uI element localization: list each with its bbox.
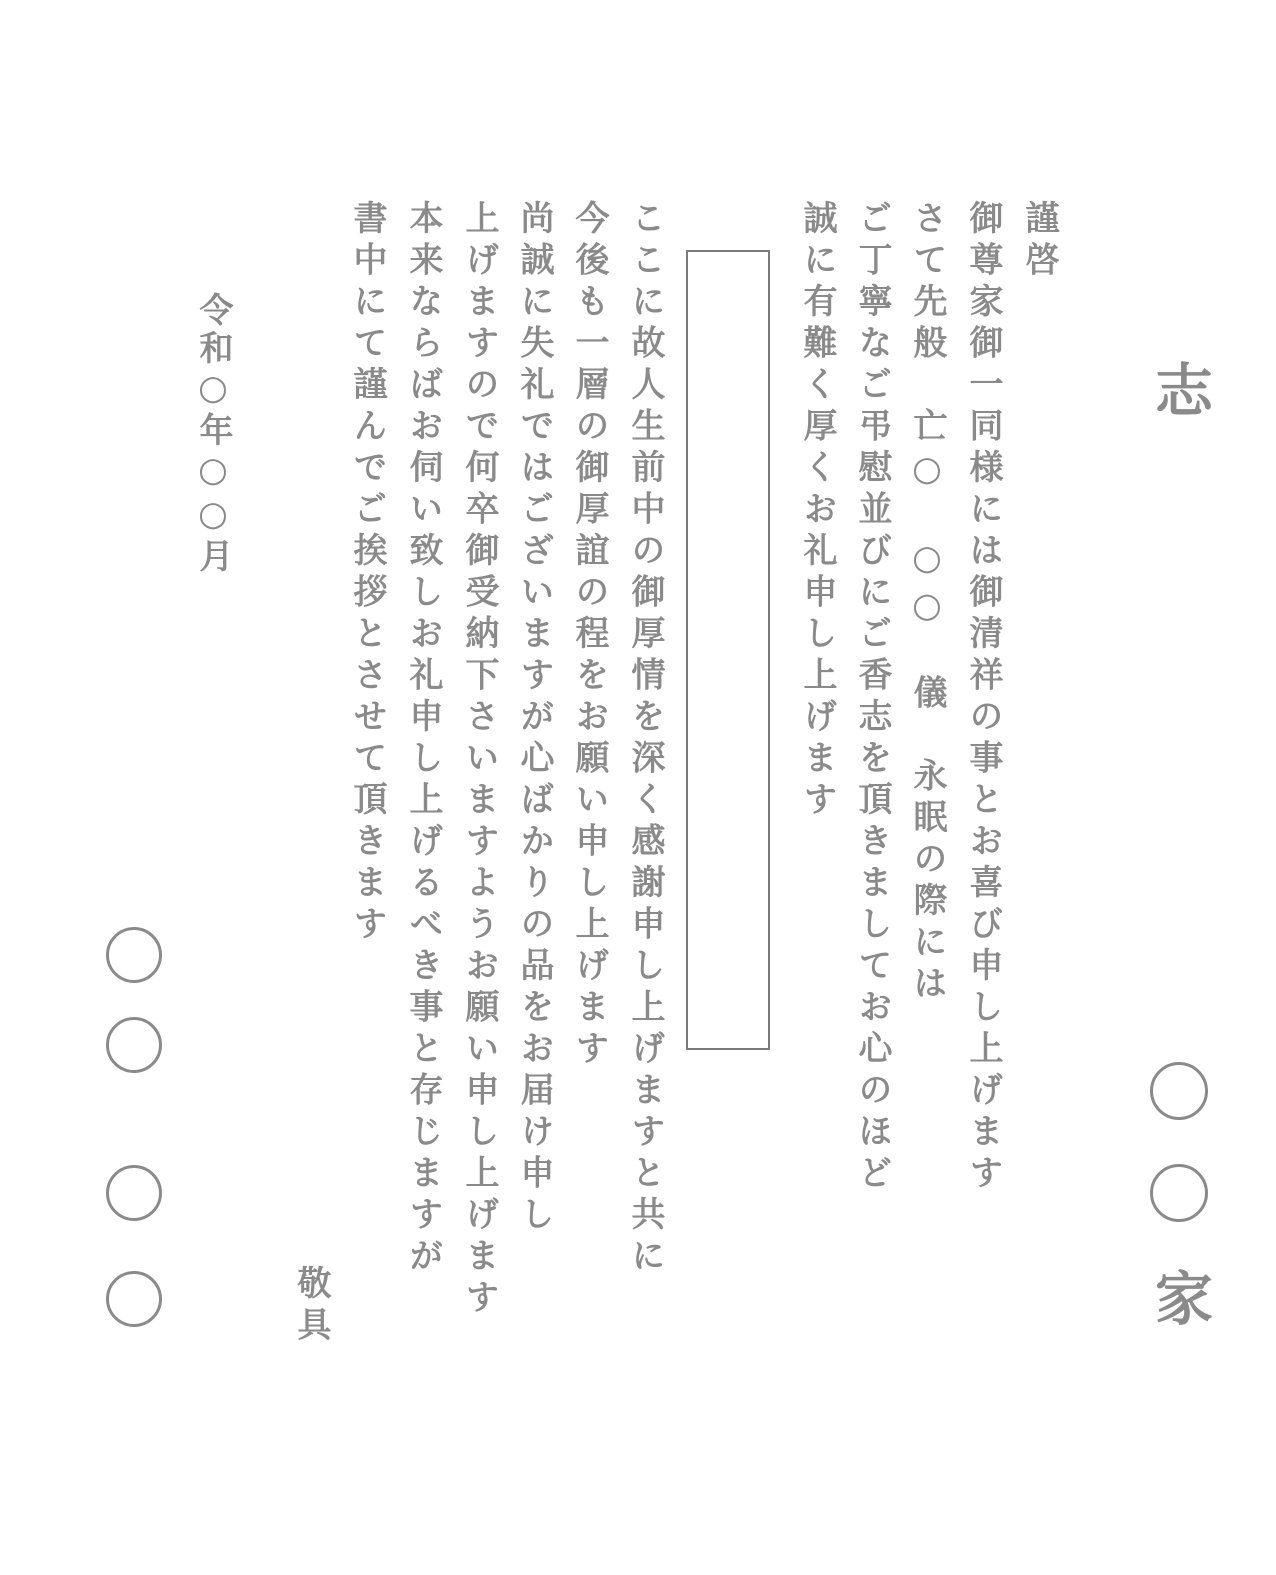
- sender-name-placeholder-1: [106, 927, 162, 983]
- letter-line: さて先般 亡○ ○○ 儀 永眠の際には: [907, 200, 947, 1007]
- family-suffix: 家: [1145, 1268, 1213, 1326]
- sender-name-placeholder-4: [106, 1271, 162, 1327]
- letter-line: ご丁寧なご弔慰並びにご香志を頂きましてお心のほど: [852, 200, 892, 1196]
- letter-line: 誠に有難く厚くお礼申し上げます: [797, 200, 837, 823]
- title: 志: [1145, 360, 1213, 418]
- letter-line: 上げますので何卒御受納下さいますようお願い申し上げます: [459, 200, 499, 1321]
- letter-line: ここに故人生前中の御厚情を深く感謝申し上げますと共に: [625, 200, 665, 1279]
- letter-line: 御尊家御一同様には御清祥の事とお喜び申し上げます: [963, 200, 1003, 1196]
- letter-date: 令和○年○○月: [193, 292, 233, 576]
- sender-name-placeholder-2: [106, 1017, 162, 1073]
- letter-opening: 謹啓: [1019, 200, 1059, 283]
- letter-line: 本来ならばお伺い致しお礼申し上げるべき事と存じますが: [403, 200, 443, 1279]
- letter-line: 今後も一層の御厚誼の程をお願い申し上げます: [569, 200, 609, 1072]
- family-name-placeholder-1: [1150, 1062, 1208, 1120]
- letter-line: 尚誠に失礼ではございますが心ばかりの品をお届け申し: [514, 200, 554, 1238]
- sender-name-placeholder-3: [106, 1165, 162, 1221]
- blank-box: [686, 250, 770, 1050]
- family-name-placeholder-2: [1150, 1164, 1208, 1222]
- letter-line: 書中にて謹んでご挨拶とさせて頂きます: [347, 200, 387, 947]
- letter-closing: 敬具: [291, 1265, 331, 1348]
